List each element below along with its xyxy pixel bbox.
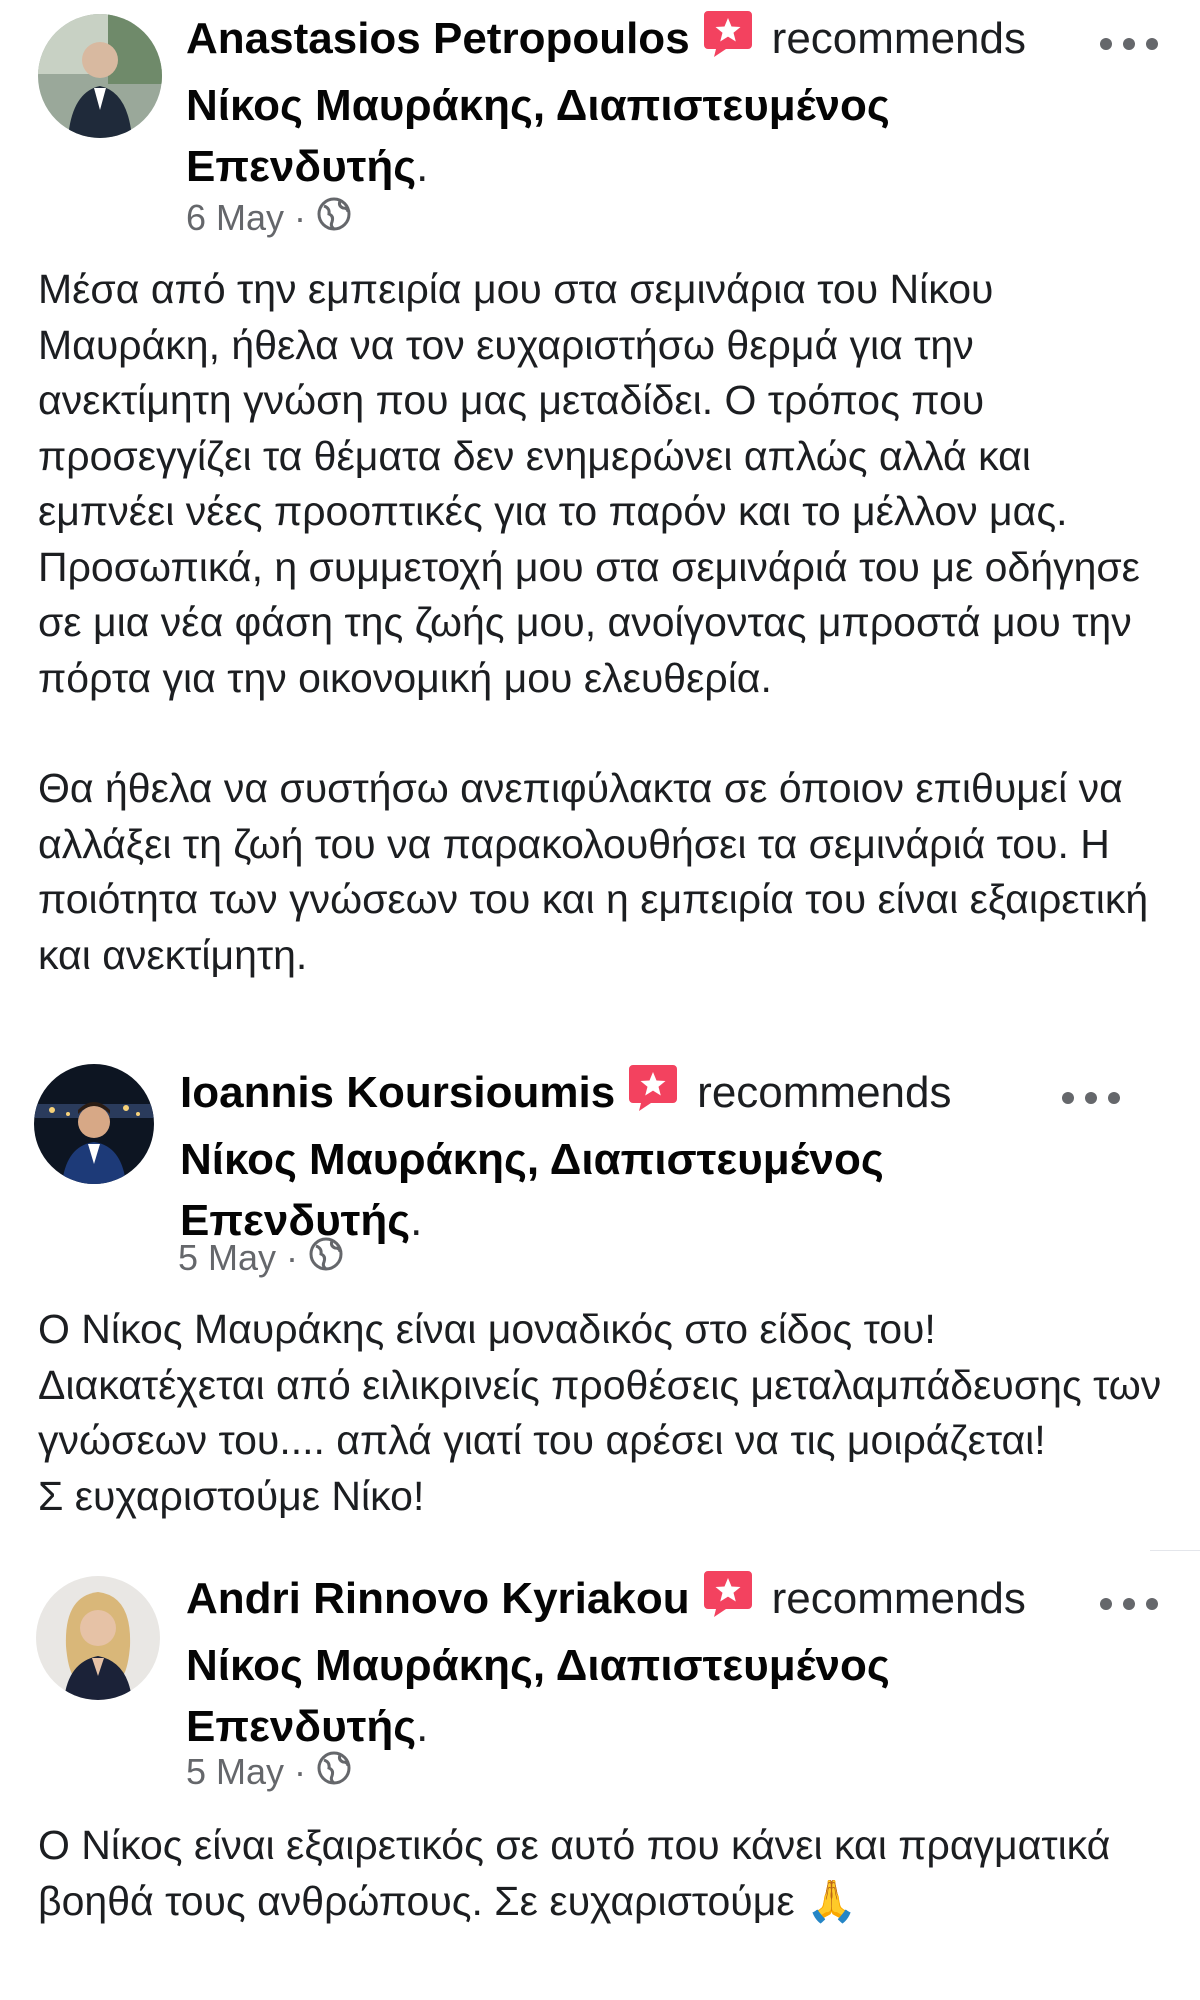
recommend-verb: recommends xyxy=(771,14,1026,63)
post-header: Ioannis Koursioumis recommends Νίκος Μαυράκης, Διαπιστευμένος Επενδυτής. xyxy=(180,1062,1080,1251)
post-line: Ο Νίκος είναι εξαιρετικός σε αυτό που κάνει και πραγματικά βοηθά τους ανθρώπους. Σε ευχαριστούμε 🙏 xyxy=(38,1822,1111,1924)
author-name[interactable]: Anastasios Petropoulos xyxy=(186,14,690,63)
profile-photo xyxy=(34,1064,154,1184)
avatar[interactable] xyxy=(38,14,162,138)
post-paragraph: Μέσα από την εμπειρία μου στα σεμινάρια του Νίκου Μαυράκη, ήθελα να τον ευχαριστήσω θερμά για την ανεκτίμητη γνώση που μας μεταδίδει. Ο τρόπος που προσεγγίζει τα θέματα δεν ενημερώνει απλώς αλλά και εμπνέει νέες προοπτικές για το παρόν και το μέλλον μας. Προσωπικά, η συμμετοχή μου στα σεμινάριά του με οδήγησε σε μια νέα φάση της ζωής μου, ανοίγοντας μπροστά μου την πόρτα για την οικονομική μου ελευθερία. xyxy=(38,266,1140,701)
globe-icon[interactable] xyxy=(316,196,352,241)
post-body xyxy=(38,1818,1178,1929)
profile-photo xyxy=(36,1576,160,1700)
post-line: Σ ευχαριστούμε Νίκο! xyxy=(38,1472,425,1519)
post-paragraph: Θα ήθελα να συστήσω ανεπιφύλακτα σε όποιον επιθυμεί να αλλάξει τη ζωή του να παρακολουθήσει τα σεμινάριά του. Η ποιότητα των γνώσεων του και η εμπειρία του είναι εξαιρετική και ανεκτίμητη. xyxy=(38,765,1149,978)
post-header: Andri Rinnovo Kyriakou recommends Νίκος Μαυράκης, Διαπιστευμένος Επενδυτής. xyxy=(186,1568,1086,1757)
post-header: Anastasios Petropoulos recommends Νίκος Μαυράκης, Διαπιστευμένος Επενδυτής. xyxy=(186,8,1086,197)
post-date[interactable]: 6 May xyxy=(186,197,285,238)
recommend-verb: recommends xyxy=(771,1574,1026,1623)
meta-separator: · xyxy=(294,1751,307,1792)
recommend-badge-icon xyxy=(627,1063,679,1129)
author-name[interactable]: Ioannis Koursioumis xyxy=(180,1068,616,1117)
post-body xyxy=(38,262,1178,983)
recommend-verb: recommends xyxy=(697,1068,952,1117)
avatar[interactable] xyxy=(36,1576,160,1700)
post-date[interactable]: 5 May xyxy=(186,1751,285,1792)
more-options-icon[interactable] xyxy=(1062,1090,1120,1106)
globe-icon[interactable] xyxy=(316,1750,352,1795)
meta-separator: · xyxy=(294,197,307,238)
recommend-badge-icon xyxy=(702,1569,754,1635)
recommend-badge-icon xyxy=(702,9,754,75)
post-meta xyxy=(186,1750,352,1794)
post-body xyxy=(38,1302,1178,1524)
post-meta xyxy=(186,196,352,240)
more-options-icon[interactable] xyxy=(1100,1596,1158,1612)
post-date[interactable]: 5 May xyxy=(178,1237,277,1278)
profile-photo xyxy=(38,14,162,138)
recommended-page-link[interactable]: Νίκος Μαυράκης, Διαπιστευμένος Επενδυτής xyxy=(180,1135,884,1245)
author-name[interactable]: Andri Rinnovo Kyriakou xyxy=(186,1574,690,1623)
post-meta xyxy=(178,1236,344,1280)
avatar[interactable] xyxy=(34,1064,154,1184)
recommended-page-link[interactable]: Νίκος Μαυράκης, Διαπιστευμένος Επενδυτής xyxy=(186,81,890,191)
divider xyxy=(1150,1550,1200,1551)
recommended-page-link[interactable]: Νίκος Μαυράκης, Διαπιστευμένος Επενδυτής xyxy=(186,1641,890,1751)
globe-icon[interactable] xyxy=(308,1236,344,1281)
more-options-icon[interactable] xyxy=(1100,36,1158,52)
meta-separator: · xyxy=(286,1237,299,1278)
post-line: Διακατέχεται από ειλικρινείς προθέσεις μεταλαμπάδευσης των γνώσεων του.... απλά γιατί του αρέσει να τις μοιράζεται! xyxy=(38,1361,1162,1463)
post-line: Ο Νίκος Μαυράκης είναι μοναδικός στο είδος του! xyxy=(38,1306,936,1352)
